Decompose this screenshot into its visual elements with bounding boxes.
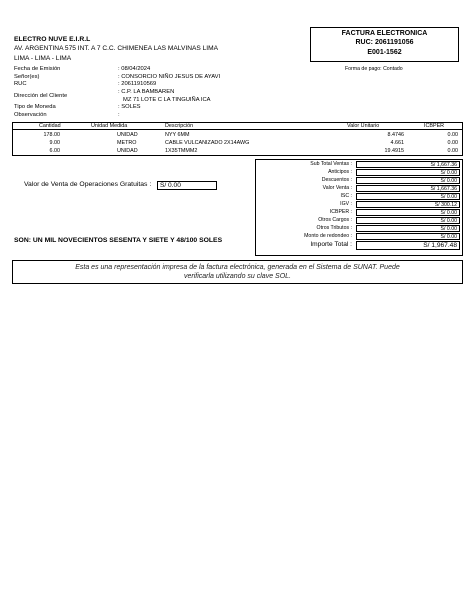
- ruc-value: : 20611910569: [118, 81, 157, 87]
- row-descripcion: NYY 6MM: [165, 132, 190, 138]
- total-row: [256, 217, 464, 225]
- total-label: Monto de redondeo :: [304, 233, 352, 239]
- senor-value: : CONSORCIO NIÑO JESUS DE AYAVI: [118, 73, 221, 80]
- direccion-value-2: MZ 71 LOTE C LA TINGUIÑA ICA: [123, 96, 211, 103]
- total-label: Descuentos :: [321, 177, 352, 183]
- row-icbper: 0.00: [447, 148, 458, 154]
- moneda-value: : SOLES: [118, 103, 141, 110]
- total-row: [256, 201, 464, 209]
- total-label: ICBPER :: [329, 209, 352, 215]
- total-value: S/ 0.00: [356, 177, 460, 184]
- total-value: S/ 1,967.48: [356, 241, 460, 250]
- ruc-label: RUC: [14, 81, 27, 87]
- row-unidad: METRO: [117, 140, 137, 146]
- fecha-value: : 08/04/2024: [118, 66, 151, 72]
- footer-note-line-1: Esta es una representación impresa de la factura electrónica, generada en el Sistema de SUNAT. Puede: [75, 264, 400, 271]
- totals-box: [255, 159, 463, 256]
- total-value: S/ 0.00: [356, 193, 460, 200]
- total-value: S/ 300.12: [356, 201, 460, 208]
- total-label: Otros Cargos :: [318, 217, 352, 223]
- total-row: [256, 225, 464, 233]
- total-value: S/ 0.00: [356, 225, 460, 232]
- footer-note: [12, 260, 463, 284]
- header-icbper: ICBPER: [424, 123, 445, 129]
- invoice-ruc: RUC: 2061191056: [355, 39, 414, 47]
- direccion-value-1: : C.P. LA BAMBAREN: [118, 88, 175, 95]
- fecha-label: Fecha de Emisión: [14, 66, 61, 72]
- company-location: LIMA - LIMA - LIMA: [14, 54, 72, 62]
- total-label: ISC :: [340, 193, 352, 199]
- row-descripcion: CABLE VULCANIZADO 2X14AWG: [165, 140, 250, 146]
- company-info: [14, 35, 218, 63]
- header-unidad: Unidad Medida: [91, 123, 128, 129]
- total-row: [256, 193, 464, 201]
- row-cantidad: 6.00: [49, 148, 60, 154]
- gratuitas-label: Valor de Venta de Operaciones Gratuitas :: [24, 181, 152, 188]
- total-label: Valor Venta :: [322, 185, 352, 191]
- payment-method: Forma de pago: Contado: [345, 66, 403, 72]
- total-row: [256, 161, 464, 169]
- invoice-number: E001-1562: [367, 48, 402, 56]
- total-row: [256, 233, 464, 241]
- total-label: Anticipos :: [328, 169, 352, 175]
- gratuitas-value: S/ 0.00: [157, 181, 217, 190]
- total-value: S/ 0.00: [356, 209, 460, 216]
- row-cantidad: 9.00: [49, 140, 60, 146]
- total-label: Otros Tributos :: [316, 225, 352, 231]
- items-header: [13, 123, 462, 130]
- company-address: AV. ARGENTINA 575 INT. A 7 C.C. CHIMENEA LAS MALVINAS LIMA: [14, 45, 218, 53]
- moneda-label: Tipo de Moneda: [14, 103, 56, 110]
- footer-note-line-2: verificarla utilizando su clave SOL.: [184, 273, 291, 281]
- total-value: S/ 1,667.36: [356, 161, 460, 168]
- senor-label: Señor(es): [14, 73, 40, 80]
- total-label: Sub Total Ventas :: [310, 161, 352, 167]
- direccion-label: Dirección del Cliente: [14, 92, 68, 99]
- row-valor: 4.661: [390, 140, 404, 146]
- total-label: Importe Total :: [310, 241, 352, 248]
- observacion-label: Observación: [14, 111, 47, 118]
- row-valor: 19.4915: [384, 148, 404, 154]
- invoice-header-box: [310, 27, 459, 62]
- row-unidad: UNIDAD: [117, 148, 138, 154]
- total-value: S/ 1,667.36: [356, 185, 460, 192]
- total-value: S/ 0.00: [356, 169, 460, 176]
- header-cantidad: Cantidad: [39, 123, 61, 129]
- header-descripcion: Descripción: [165, 123, 194, 129]
- items-table: [12, 122, 463, 156]
- total-value: S/ 0.00: [356, 233, 460, 240]
- row-cantidad: 178.00: [43, 132, 60, 138]
- row-valor: 8.4746: [387, 132, 404, 138]
- header-valor: Valor Unitario: [347, 123, 380, 129]
- amount-in-words: SON: UN MIL NOVECIENTOS SESENTA Y SIETE Y 48/100 SOLES: [14, 237, 223, 244]
- row-icbper: 0.00: [447, 140, 458, 146]
- total-row: [256, 241, 464, 249]
- row-descripcion: 1X35TMMM2: [165, 148, 198, 154]
- total-row: [256, 177, 464, 185]
- observacion-value: :: [118, 111, 120, 118]
- row-icbper: 0.00: [447, 132, 458, 138]
- total-label: IGV :: [340, 201, 352, 207]
- invoice-type: FACTURA ELECTRONICA: [341, 30, 428, 37]
- total-row: [256, 209, 464, 217]
- company-name: ELECTRO NUVE E.I.R.L: [14, 36, 91, 43]
- total-row: [256, 185, 464, 193]
- total-value: S/ 0.00: [356, 217, 460, 224]
- total-row: [256, 169, 464, 177]
- row-unidad: UNIDAD: [117, 132, 138, 138]
